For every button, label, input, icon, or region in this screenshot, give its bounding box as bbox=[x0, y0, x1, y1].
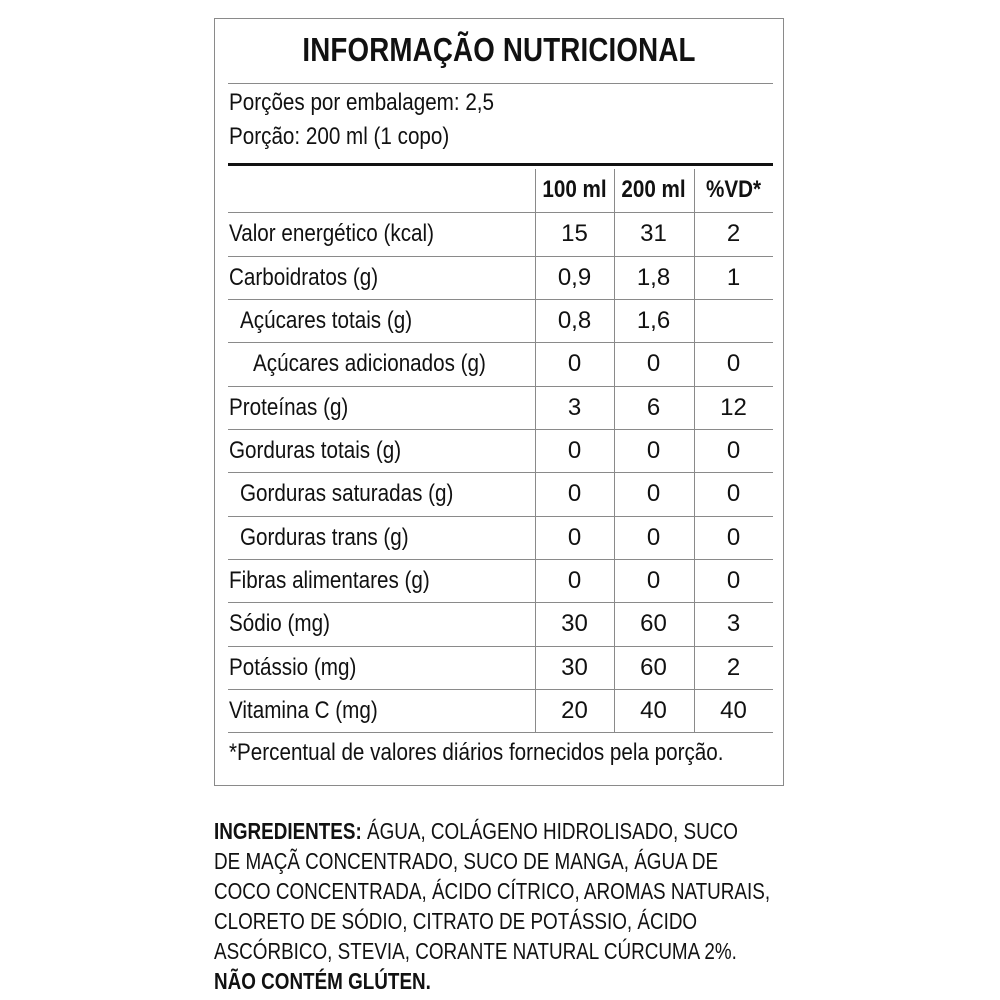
ingredients-line bbox=[214, 816, 738, 846]
value-200ml: 60 bbox=[640, 654, 667, 681]
nutrient-label: Gorduras saturadas (g) bbox=[240, 480, 454, 507]
value-100ml: 0,8 bbox=[557, 307, 592, 334]
column-header-100ml: 100 ml bbox=[542, 176, 607, 203]
value-100ml: 0 bbox=[567, 524, 582, 551]
table-row bbox=[228, 257, 773, 300]
thick-divider bbox=[228, 163, 773, 166]
table-row bbox=[228, 387, 773, 430]
value-200ml: 0 bbox=[646, 524, 661, 551]
nutrient-label: Vitamina C (mg) bbox=[229, 697, 378, 724]
column-header-200ml: 200 ml bbox=[621, 176, 686, 203]
value-200ml: 1,8 bbox=[636, 264, 671, 291]
table-row bbox=[228, 647, 773, 690]
value-vd: 2 bbox=[726, 220, 741, 247]
divider bbox=[228, 83, 773, 84]
value-vd: 0 bbox=[726, 524, 741, 551]
column-divider bbox=[535, 169, 536, 732]
nutrient-label: Proteínas (g) bbox=[229, 394, 349, 421]
table-row bbox=[228, 473, 773, 516]
table-row bbox=[228, 517, 773, 560]
value-200ml: 1,6 bbox=[636, 307, 671, 334]
value-200ml: 0 bbox=[646, 567, 661, 594]
value-200ml: 0 bbox=[646, 480, 661, 507]
gluten-warning: NÃO CONTÉM GLÚTEN. bbox=[214, 968, 431, 994]
value-100ml: 0 bbox=[567, 437, 582, 464]
table-row bbox=[228, 603, 773, 646]
ingredients-line: DE MAÇÃ CONCENTRADO, SUCO DE MANGA, ÁGUA DE bbox=[214, 848, 719, 874]
footnote: *Percentual de valores diários fornecidos pela porção. bbox=[229, 739, 724, 766]
table-row bbox=[228, 690, 773, 733]
value-vd: 0 bbox=[726, 350, 741, 377]
value-100ml: 0 bbox=[567, 480, 582, 507]
ingredients-line: CLORETO DE SÓDIO, CITRATO DE POTÁSSIO, ÁCIDO bbox=[214, 908, 698, 934]
value-100ml: 30 bbox=[561, 654, 588, 681]
value-100ml: 3 bbox=[567, 394, 582, 421]
table-header-row bbox=[228, 169, 773, 212]
value-200ml: 40 bbox=[640, 697, 667, 724]
value-200ml: 0 bbox=[646, 437, 661, 464]
nutrition-facts-panel bbox=[214, 18, 784, 786]
nutrition-table bbox=[228, 169, 773, 732]
value-vd: 0 bbox=[726, 480, 741, 507]
value-100ml: 0 bbox=[567, 567, 582, 594]
value-vd: 40 bbox=[720, 697, 747, 724]
value-vd: 1 bbox=[726, 264, 741, 291]
nutrient-label: Sódio (mg) bbox=[229, 610, 330, 637]
value-200ml: 60 bbox=[640, 610, 667, 637]
serving-size: Porção: 200 ml (1 copo) bbox=[229, 123, 450, 150]
value-vd: 3 bbox=[726, 610, 741, 637]
ingredients-heading: INGREDIENTES: bbox=[214, 818, 362, 844]
value-100ml: 20 bbox=[561, 697, 588, 724]
value-100ml: 15 bbox=[561, 220, 588, 247]
value-200ml: 31 bbox=[640, 220, 667, 247]
ingredients-block bbox=[214, 816, 786, 996]
servings-per-package: Porções por embalagem: 2,5 bbox=[229, 89, 495, 116]
value-vd: 12 bbox=[720, 394, 747, 421]
ingredients-line: ASCÓRBICO, STEVIA, CORANTE NATURAL CÚRCUMA 2%. bbox=[214, 938, 737, 964]
value-200ml: 0 bbox=[646, 350, 661, 377]
nutrient-label: Valor energético (kcal) bbox=[229, 220, 434, 247]
nutrient-label: Fibras alimentares (g) bbox=[229, 567, 430, 594]
column-divider bbox=[694, 169, 695, 732]
nutrient-label: Gorduras trans (g) bbox=[240, 524, 409, 551]
divider bbox=[228, 732, 773, 733]
table-row bbox=[228, 560, 773, 603]
panel-title: INFORMAÇÃO NUTRICIONAL bbox=[302, 31, 696, 68]
value-vd: 0 bbox=[726, 437, 741, 464]
value-100ml: 0,9 bbox=[557, 264, 592, 291]
table-row bbox=[228, 213, 773, 256]
column-divider bbox=[614, 169, 615, 732]
ingredients-line: COCO CONCENTRADA, ÁCIDO CÍTRICO, AROMAS NATURAIS, bbox=[214, 878, 771, 904]
nutrient-label: Açúcares totais (g) bbox=[240, 307, 413, 334]
nutrient-label: Potássio (mg) bbox=[229, 654, 357, 681]
column-header-vd: %VD* bbox=[705, 176, 762, 203]
value-100ml: 0 bbox=[567, 350, 582, 377]
nutrient-label: Gorduras totais (g) bbox=[229, 437, 402, 464]
value-100ml: 30 bbox=[561, 610, 588, 637]
ingredients-text: ÁGUA, COLÁGENO HIDROLISADO, SUCO bbox=[366, 818, 738, 844]
value-vd: 2 bbox=[726, 654, 741, 681]
value-200ml: 6 bbox=[646, 394, 661, 421]
table-row bbox=[228, 300, 773, 343]
table-row bbox=[228, 343, 773, 386]
table-row bbox=[228, 430, 773, 473]
nutrient-label: Carboidratos (g) bbox=[229, 264, 379, 291]
value-vd: 0 bbox=[726, 567, 741, 594]
nutrient-label: Açúcares adicionados (g) bbox=[253, 350, 486, 377]
